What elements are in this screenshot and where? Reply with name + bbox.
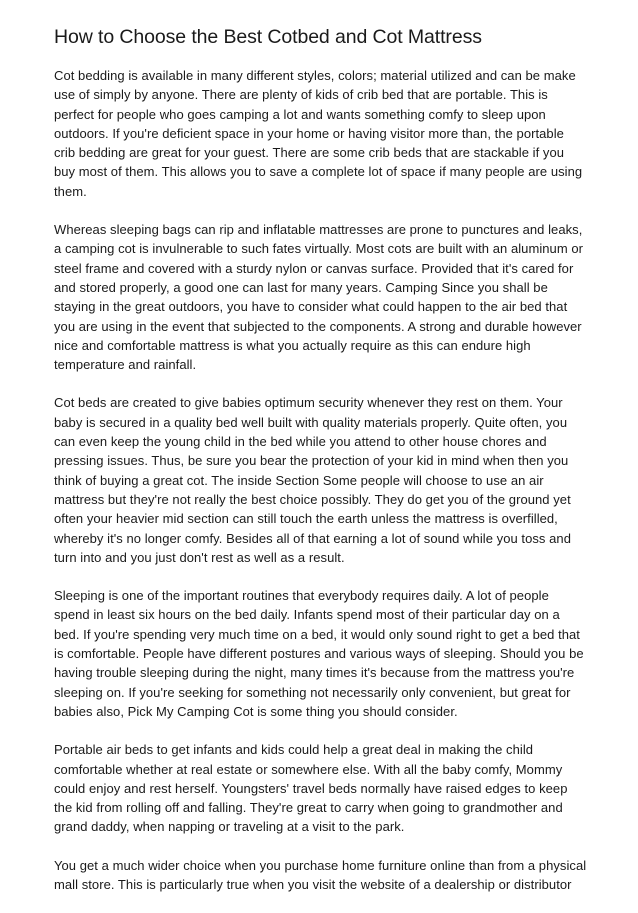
- document-page: [54, 24, 588, 913]
- paragraph-1: Cot bedding is available in many different styles, colors; material utilized and can be make use of simply by anyone. There are plenty of kids of crib bed that are portable. This is perfect for people who goes camping a lot and wants something comfy to sleep upon outdoors. If you're deficient space in your home or having visitor more than, the portable crib bedding are great for your guest. There are some crib beds that are stackable if you buy most of them. This allows you to save a complete lot of space if many people are using them.: [54, 68, 583, 199]
- paragraph-3: Cot beds are created to give babies optimum security whenever they rest on them. Your baby is secured in a quality bed well built with quality materials properly. Quite often, you can even keep the young child in the bed while you attend to other house chores and pressing issues. Thus, be sure you bear the protection of your kid in mind when then you think of buying a great cot. The inside Section Some people will choose to use an air mattress but they're not really the best choice possibly. They do get you of the ground yet often your heavier mid section can still touch the earth unless the mattress is overfilled, whereby it's no longer comfy. Besides all of that earning a lot of sound while you toss and turn into and you just don't rest as well as a result.: [54, 395, 571, 565]
- paragraph-4: Sleeping is one of the important routines that everybody requires daily. A lot of people spend in least six hours on the bed daily. Infants spend most of their particular day on a bed. If you're spending very much time on a bed, it would only sound right to get a bed that is comfortable. People have different postures and various ways of sleeping. Should you be having trouble sleeping during the night, many times it's because from the mattress you're sleeping on. If you're seeking for something not necessarily only convenient, but great for babies also, Pick My Camping Cot is some thing you should consider.: [54, 588, 584, 719]
- paragraph-2: Whereas sleeping bags can rip and inflatable mattresses are prone to punctures and leaks, a camping cot is invulnerable to such fates virtually. Most cots are built with an aluminum or steel frame and covered with a sturdy nylon or canvas surface. Provided that it's cared for and stored properly, a good one can last for many years. Camping Since you shall be staying in the great outdoors, you have to consider what could happen to the air bed that you are using in the event that subjected to the components. A strong and durable however nice and comfortable mattress is what you actually require as this can endure high temperature and rainfall.: [54, 222, 584, 373]
- document-title: How to Choose the Best Cotbed and Cot Mattress: [54, 26, 482, 48]
- paragraph-5: Portable air beds to get infants and kids could help a great deal in making the child comfortable whether at real estate or somewhere else. With all the baby comfy, Mommy could enjoy and rest herself. Youngsters' travel beds normally have raised edges to keep the kid from rolling off and falling. They're great to carry when going to grandmother and grand daddy, when napping or traveling at a visit to the park.: [54, 742, 568, 835]
- paragraph-6: You get a much wider choice when you purchase home furniture online than from a physical mall store. This is particularly true when you visit the website of a dealership or distributor: [54, 857, 587, 892]
